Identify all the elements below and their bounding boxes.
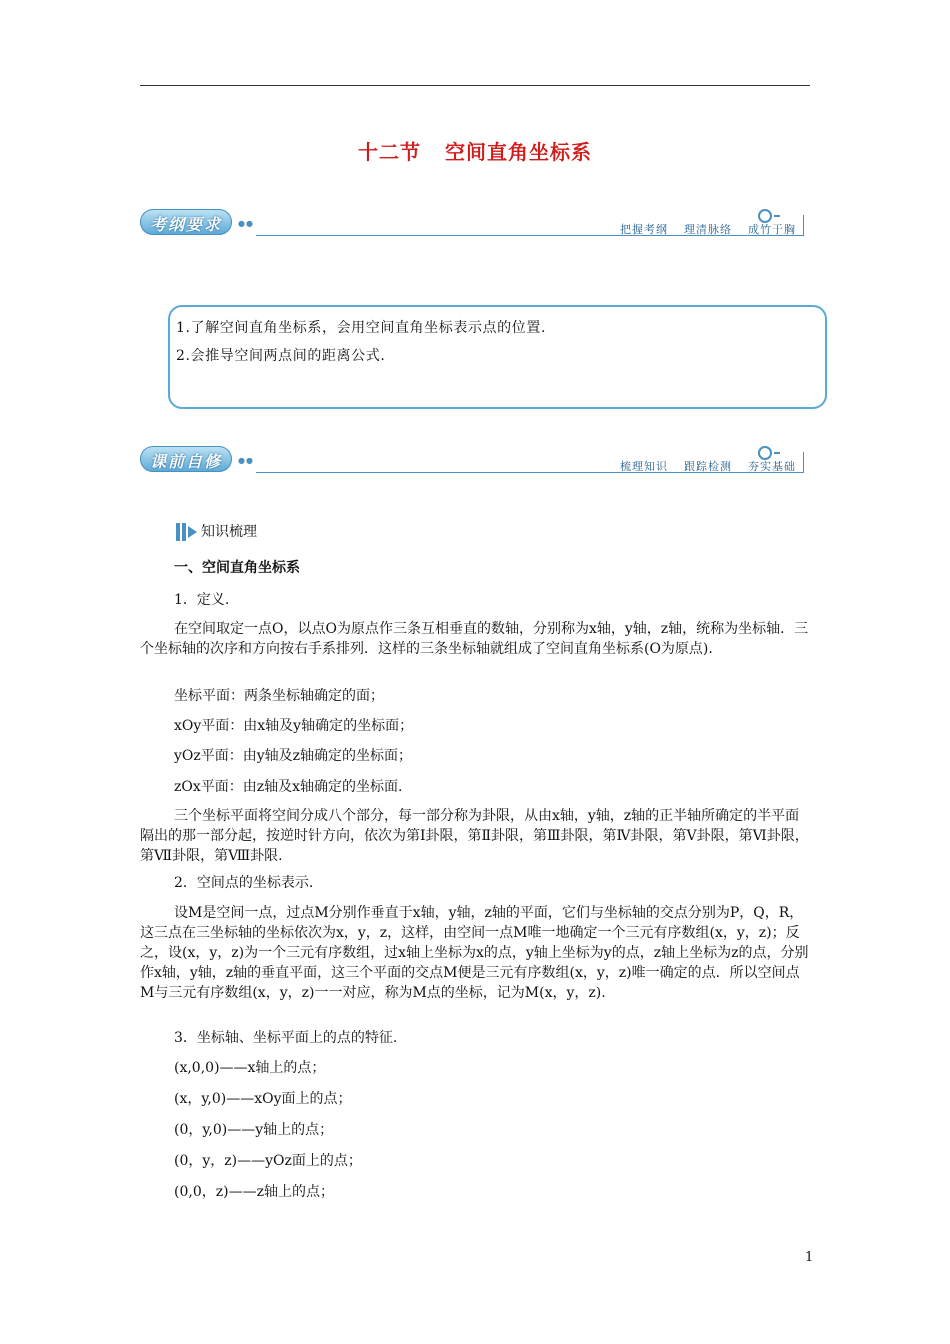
zox-plane: zOx平面：由z轴及x轴确定的坐标面. [174, 779, 403, 795]
feature-y-axis: (0，y,0)——y轴上的点； [174, 1122, 334, 1138]
banner-exam-requirements [140, 203, 810, 241]
octant-paragraph: 三个坐标平面将空间分成八个部分，每一部分称为卦限，从由x轴，y轴，z轴的正半轴所确定的半平面隔出的那一部分起，按逆时针方向，依次为第Ⅰ卦限，第Ⅱ卦限，第Ⅲ卦限，第Ⅳ卦限，第Ⅴ卦限，第Ⅵ卦限，第Ⅶ卦限，第Ⅷ卦限. [140, 808, 809, 864]
coordinate-paragraph: 设M是空间一点，过点M分别作垂直于x轴，y轴，z轴的平面，它们与坐标轴的交点分别为P，Q，R，这三点在三坐标轴的坐标依次为x，y，z，这样，由空间一点M唯一地确定一个三元有序数组(x，y，z)；反之，设(x，y，z)为一个三元有序数组，过x轴上坐标为x的点，y轴上坐标为y的点，z轴上坐标为z的点，分别作x轴，y轴，z轴的垂直平面，这三个平面的交点M便是三元有序数组(x，y，z)唯一确定的点．所以空间点M与三元有序数组(x，y，z)一一对应，称为M点的坐标，记为M(x，y，z). [140, 905, 809, 1001]
slogan-2: 理清脉络 [684, 223, 732, 236]
banner-endline [803, 452, 804, 472]
page-number: 1 [805, 1250, 814, 1265]
banner-slogans [604, 221, 796, 237]
slogan-3: 夯实基础 [748, 460, 796, 473]
item-point-features: 3．坐标轴、坐标平面上的点的特征. [174, 1030, 398, 1046]
slogan-2: 跟踪检测 [684, 460, 732, 473]
slogan-3: 成竹于胸 [748, 223, 796, 236]
slogan-1: 梳理知识 [620, 460, 668, 473]
feature-yoz-plane: (0，y，z)——yOz面上的点； [174, 1153, 362, 1169]
xoy-plane: xOy平面：由x轴及y轴确定的坐标面； [174, 718, 414, 734]
banner-label: 课前自修 [149, 452, 222, 471]
banner-slogans [604, 458, 796, 474]
yoz-plane: yOz平面：由y轴及z轴确定的坐标面； [174, 748, 413, 764]
banner-preview-study [140, 440, 810, 478]
item-definition: 1．定义. [174, 592, 230, 608]
title-topic: 空间直角坐标系 [445, 140, 592, 164]
section-header [176, 521, 257, 541]
item-point-coordinates: 2．空间点的坐标表示. [174, 875, 314, 891]
banner-endline [803, 215, 804, 235]
banner-badge [140, 446, 232, 472]
heading-coordinate-system: 一、空间直角坐标系 [174, 560, 300, 576]
coordinate-plane-definition: 坐标平面：两条坐标轴确定的面； [174, 688, 384, 704]
header-rule [140, 85, 810, 86]
requirements-box [168, 305, 827, 409]
requirement-1: 1.了解空间直角坐标系，会用空间直角坐标表示点的位置. [176, 320, 547, 336]
dots-decoration: ●● [238, 456, 254, 465]
hook-decoration [774, 452, 780, 454]
hook-decoration [774, 215, 780, 217]
section-label: 知识梳理 [201, 524, 257, 540]
banner-badge [140, 209, 232, 235]
banner-label: 考纲要求 [149, 215, 222, 234]
definition-paragraph: 在空间取定一点O，以点O为原点作三条互相垂直的数轴，分别称为x轴，y轴，z轴，统称为坐标轴．三个坐标轴的次序和方向按右手系排列．这样的三条坐标轴就组成了空间直角坐标系(O为原点). [140, 621, 809, 657]
title-section-number: 十二节 [358, 140, 421, 164]
feature-z-axis: (0,0，z)——z轴上的点； [174, 1184, 334, 1200]
dots-decoration: ●● [238, 219, 254, 228]
slogan-1: 把握考纲 [620, 223, 668, 236]
requirement-2: 2.会推导空间两点间的距离公式. [176, 348, 386, 364]
feature-xoy-plane: (x，y,0)——xOy面上的点； [174, 1091, 352, 1107]
page-title [0, 136, 950, 165]
play-bars-icon [176, 523, 198, 541]
feature-x-axis: (x,0,0)——x轴上的点； [174, 1060, 326, 1076]
